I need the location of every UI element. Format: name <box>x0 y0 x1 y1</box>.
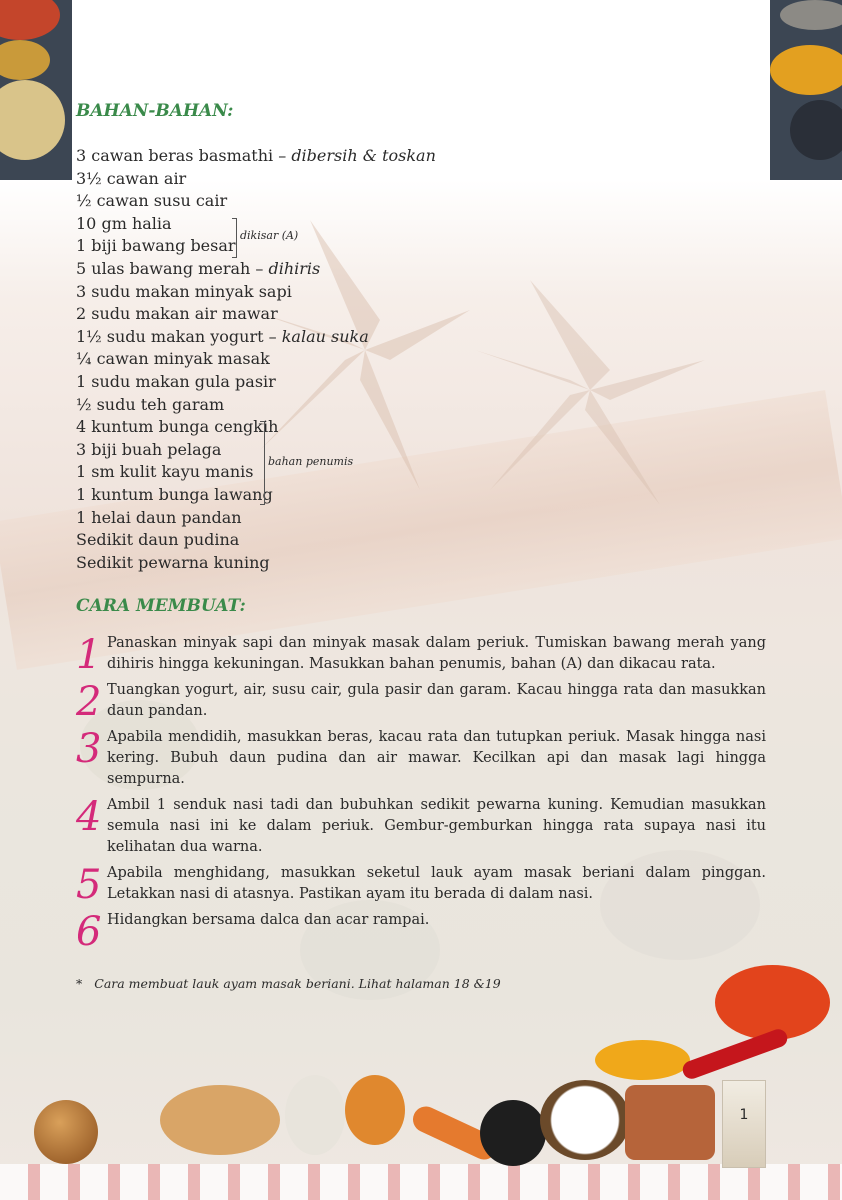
step-number: 5 <box>76 862 102 908</box>
ingredient-text: 1 biji bawang besar <box>76 236 236 256</box>
method-step <box>76 727 766 790</box>
method-steps <box>76 632 766 955</box>
footnote <box>76 976 501 991</box>
step-number: 3 <box>76 726 102 772</box>
ingredient-text: 3 cawan beras basmathi – <box>76 146 292 165</box>
ingredient-item <box>76 416 436 439</box>
turmeric-icon <box>345 1075 405 1145</box>
page-number-tab <box>722 1080 766 1168</box>
bracket-penumis <box>260 421 265 505</box>
ingredient-text: ¼ cawan minyak masak <box>76 349 270 369</box>
bottom-stripes <box>0 1164 842 1200</box>
spice-photo-right <box>770 0 842 180</box>
ingredient-text: 1 sudu makan gula pasir <box>76 371 276 391</box>
chili-icon <box>680 1027 790 1082</box>
ingredient-item <box>76 529 436 552</box>
ingredient-text: Sedikit daun pudina <box>76 530 240 550</box>
ingredient-note: kalau suka <box>281 326 369 346</box>
ingredients-heading: BAHAN-BAHAN: <box>76 101 234 121</box>
footnote-text: Cara membuat lauk ayam masak beriani. Lihat halaman 18 &19 <box>94 976 501 991</box>
shallot-icon <box>34 1100 98 1164</box>
ingredient-text: 1 sm kulit kayu manis <box>76 462 254 482</box>
step-text: Hidangkan bersama dalca dan acar rampai. <box>107 912 430 928</box>
step-number: 1 <box>76 632 102 678</box>
step-number: 4 <box>76 794 102 840</box>
ingredient-text: 4 kuntum bunga cengkih <box>76 417 279 437</box>
footnote-mark: * <box>76 976 83 991</box>
step-text: Ambil 1 senduk nasi tadi dan bubuhkan sedikit pewarna kuning. Kemudian masukkan semula nasi ini ke dalam periuk. Gembur-gemburkan hingga rata supaya nasi itu kelihatan dua warna. <box>107 797 766 855</box>
ingredient-item <box>76 394 436 417</box>
ingredient-item <box>76 258 436 281</box>
step-text: Panaskan minyak sapi dan minyak masak dalam periuk. Tumiskan bawang merah yang dihiris hingga kekuningan. Masukkan bahan penumis, bahan (A) dan dikacau rata. <box>107 635 766 672</box>
ingredient-item <box>76 348 436 371</box>
ingredient-text: ½ cawan susu cair <box>76 191 228 211</box>
ingredient-text: 10 gm halia <box>76 213 172 233</box>
ingredient-text: 2 sudu makan air mawar <box>76 304 278 324</box>
ingredient-note: dihiris <box>268 258 321 278</box>
group-label-dikisar: dikisar (A) <box>240 229 299 242</box>
ingredient-note: dibersih & toskan <box>291 146 436 165</box>
ingredient-item <box>76 461 436 484</box>
method-step <box>76 909 766 955</box>
group-label-penumis: bahan penumis <box>268 455 354 468</box>
step-text: Tuangkan yogurt, air, susu cair, gula pasir dan garam. Kacau hingga rata dan masukkan daun pandan. <box>107 682 766 719</box>
ingredient-item <box>76 371 436 394</box>
step-number: 6 <box>76 909 102 955</box>
step-text: Apabila mendidih, masukkan beras, kacau rata dan tutupkan periuk. Masak hingga nasi kering. Bubuh daun pudina dan air mawar. Kecilkan api dan masak lagi hingga sempurna. <box>107 729 766 787</box>
method-heading: CARA MEMBUAT: <box>76 596 246 616</box>
star-anise-background-2 <box>470 270 710 510</box>
ingredient-text: 3 biji buah pelaga <box>76 439 222 459</box>
turmeric-powder-icon <box>595 1040 690 1080</box>
page-number: 1 <box>739 1107 749 1123</box>
ingredient-text: 1½ sudu makan yogurt – <box>76 326 282 346</box>
ingredient-item <box>76 439 436 462</box>
ingredient-text: 5 ulas bawang merah – <box>76 258 269 278</box>
garlic-icon <box>285 1075 345 1155</box>
ingredient-text: 1 helai daun pandan <box>76 507 242 527</box>
spice-photo-left <box>0 0 72 180</box>
step-number: 2 <box>76 679 102 725</box>
chili-powder-icon <box>715 965 830 1040</box>
ingredient-text: 3½ cawan air <box>76 168 187 188</box>
ingredient-text: ½ sudu teh garam <box>76 394 225 414</box>
ingredient-item <box>76 507 436 530</box>
method-step <box>76 795 766 858</box>
ginger-icon <box>160 1085 280 1155</box>
step-text: Apabila menghidang, masukkan seketul lauk ayam masak beriani dalam pinggan. Letakkan nasi di atasnya. Pastikan ayam itu berada di dalam nasi. <box>107 865 766 902</box>
ingredient-item <box>76 145 436 168</box>
ingredient-item <box>76 484 436 507</box>
bracket-dikisar <box>232 218 237 258</box>
method-step <box>76 679 766 725</box>
ingredient-text: Sedikit pewarna kuning <box>76 552 270 572</box>
ingredient-text: 1 kuntum bunga lawang <box>76 484 273 504</box>
ingredient-text: 3 sudu makan minyak sapi <box>76 281 292 301</box>
ingredient-item <box>76 190 436 213</box>
coconut-icon <box>540 1080 630 1160</box>
ingredient-item <box>76 168 436 191</box>
ingredient-item <box>76 303 436 326</box>
cinnamon-icon <box>625 1085 715 1160</box>
method-step <box>76 632 766 678</box>
method-step <box>76 862 766 908</box>
ingredient-item <box>76 281 436 304</box>
black-seeds-icon <box>480 1100 546 1166</box>
ingredients-list <box>76 145 436 574</box>
ingredient-item <box>76 552 436 575</box>
ingredient-item <box>76 326 436 349</box>
